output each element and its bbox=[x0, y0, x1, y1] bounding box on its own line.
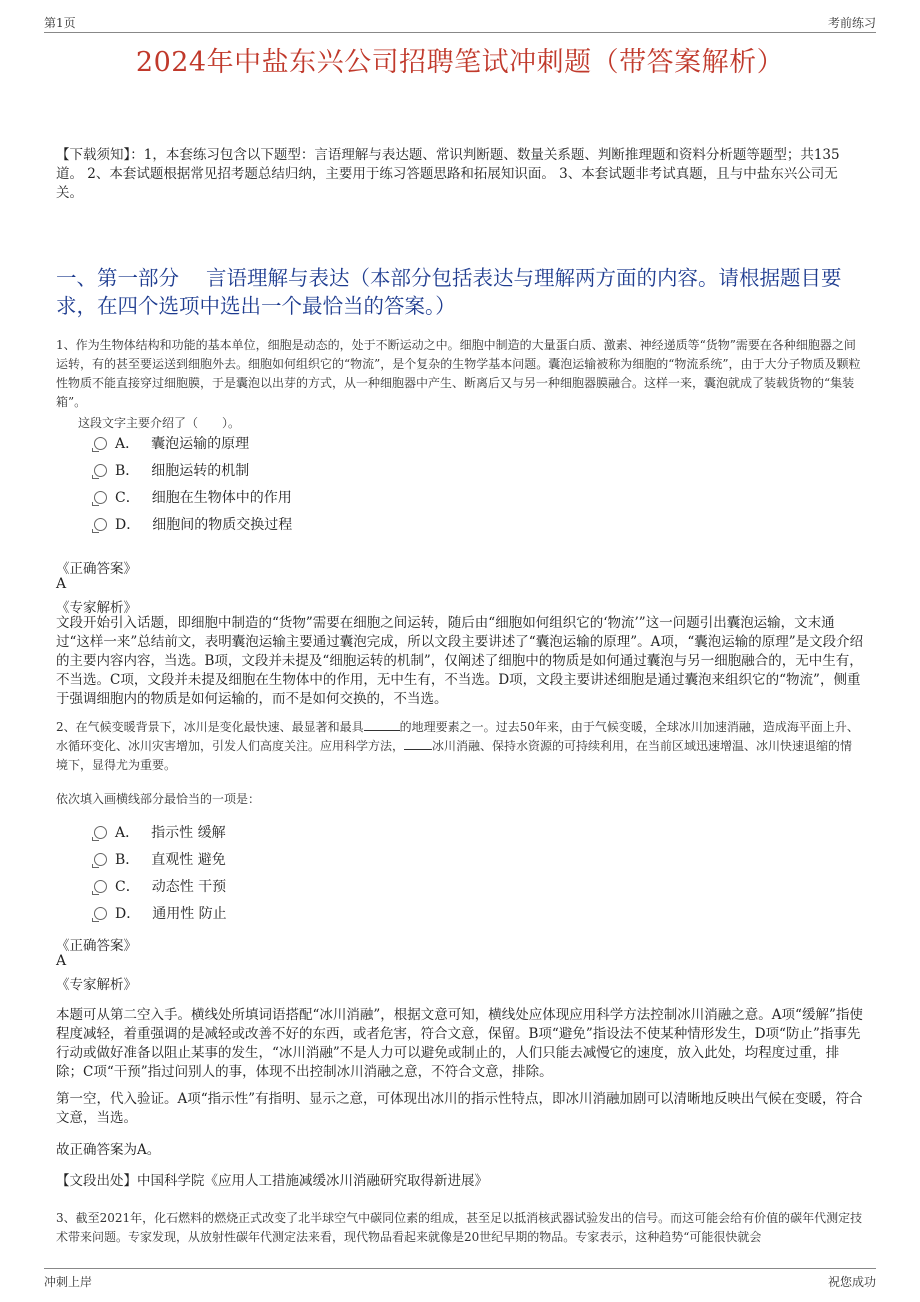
radio-icon[interactable] bbox=[94, 437, 107, 450]
analysis-text: 本题可从第二空入手。横线处所填词语搭配“冰川消融”，根据文意可知，横线处应体现应用科学方法控制冰川消融之意。A项“缓解”指使程度减轻，着重强调的是减轻或改善不好的东西，或者危害，符合文意，保留。B项“避免”指设法不使某种情形发生，D项“防止”指事先行动或做好准备以阻止某事的发生，“冰川消融”不是人力可以避免或制止的，人们只能去减慢它的速度，放入此处，均程度过重，排除；C项“干预”指过问别人的事，体现不出控制冰川消融之意，不符合文意，排除。 bbox=[56, 1007, 863, 1080]
question-3-text: 3、截至2021年，化石燃料的燃烧正式改变了北半球空气中碳同位素的组成，甚至足以抵消核武器试验发出的信号。而这可能会给有价值的碳年代测定技术带来问题。专家发现，从放射性碳年代测定法来看，现代物品看起来就像是20世纪早期的物品。专家表示，这种趋势“可能很快就会 bbox=[56, 1211, 863, 1244]
answer-label: 《正确答案》 bbox=[56, 561, 137, 577]
radio-icon[interactable] bbox=[94, 491, 107, 504]
section-heading: 一、第一部分 言语理解与表达（本部分包括表达与理解两方面的内容。请根据题目要求，在四个选项中选出一个最恰当的答案。） bbox=[56, 266, 842, 318]
analysis-text: 文段开始引入话题，即细胞中制造的“货物”需要在细胞之间运转，随后由“细胞如何组织它的‘物流’”这一问题引出囊泡运输，文末通过“这样一来”总结前文，表明囊泡运输主要通过囊泡完成，所以文段主要讲述了“囊泡运输的原理”。A项，“囊泡运输的原理”是文段介绍的主要内容内容，当选。B项，文段并未提及“细胞运转的机制”，仅阐述了细胞中的物质是如何通过囊泡与另一细胞融合的，无中生有，不当选。C项，文段并未提及细胞在生物体中的作用，无中生有，不当选。D项，文段主要讲述细胞是通过囊泡来组织它的“物流”，侧重于强调细胞内的物质是如何运输的，而不是如何交换的，不当选。 bbox=[56, 615, 864, 707]
conclusion-text: 故正确答案为A。 bbox=[56, 1142, 161, 1158]
question-1-stem: 这段文字主要介绍了（ ）。 bbox=[78, 416, 241, 430]
radio-icon[interactable] bbox=[94, 853, 107, 866]
q1-option-b[interactable]: B． 细胞运转的机制 bbox=[94, 461, 249, 481]
answer-value: A bbox=[56, 576, 67, 592]
download-notice: 【下载须知】：1，本套练习包含以下题型：言语理解与表达题、常识判断题、数量关系题、判断推理题和资料分析题等题型；共135道。 2、本套试题根据常见招考题总结归纳，主要用于练习答题思路和拓展知识面。 3、本套试题非考试真题，且与中盐东兴公司无关。 bbox=[56, 147, 840, 201]
answer-label: 《正确答案》 bbox=[56, 938, 137, 954]
fill-blank-1 bbox=[364, 718, 400, 731]
page-header bbox=[44, 12, 876, 33]
document-title: 2024年中盐东兴公司招聘笔试冲刺题（带答案解析） bbox=[135, 47, 785, 78]
question-2-text: 2、在气候变暖背景下，冰川是变化最快速、最显著和最具 的地理要素之一。过去50年来，由于气候变暖，全球冰川加速消融，造成海平面上升、水循环变化、冰川灾害增加，引发人们高度关注。应用科学方法， 冰川消融、保持水资源的可持续利用，在当前区域迅速增温、冰川快速退缩的情境下，显得尤为重要。 bbox=[56, 720, 859, 772]
header-label: 考前练习 bbox=[827, 16, 876, 30]
source-note: 【文段出处】中国科学院《应用人工措施减缓冰川消融研究取得新进展》 bbox=[56, 1173, 488, 1189]
analysis-text-2: 第一空，代入验证。A项“指示性”有指明、显示之意，可体现出冰川的指示性特点，即冰川消融加剧可以清晰地反映出气候在变暖，符合文意，当选。 bbox=[56, 1091, 863, 1126]
footer-right: 祝您成功 bbox=[827, 1275, 876, 1289]
radio-icon[interactable] bbox=[94, 464, 107, 477]
q2-option-b[interactable]: B． 直观性 避免 bbox=[94, 850, 226, 870]
radio-icon[interactable] bbox=[94, 518, 107, 531]
q1-option-a[interactable]: A． 囊泡运输的原理 bbox=[94, 434, 249, 454]
question-2-stem: 依次填入画横线部分最恰当的一项是： bbox=[56, 792, 261, 806]
q2-option-c[interactable]: C． 动态性 干预 bbox=[94, 877, 226, 897]
q1-option-c[interactable]: C． 细胞在生物体中的作用 bbox=[94, 488, 292, 508]
question-1-text: 1、作为生物体结构和功能的基本单位，细胞是动态的，处于不断运动之中。细胞中制造的大量蛋白质、激素、神经递质等“货物”需要在各种细胞器之间运转，有的甚至要运送到细胞外去。细胞如何组织它的“物流”，是个复杂的生物学基本问题。囊泡运输被称为细胞的“物流系统”，由于大分子物质及颗粒性物质不能直接穿过细胞膜，于是囊泡以出芽的方式，从一种细胞器中产生、断离后又与另一种细胞器膜融合。这样一来，囊泡就成了装载货物的“集装箱”。 bbox=[56, 338, 861, 409]
analysis-label: 《专家解析》 bbox=[56, 600, 137, 616]
page-number: 第1页 bbox=[44, 16, 76, 30]
radio-icon[interactable] bbox=[94, 907, 107, 920]
analysis-label: 《专家解析》 bbox=[56, 977, 137, 993]
radio-icon[interactable] bbox=[94, 880, 107, 893]
page-footer bbox=[44, 1268, 876, 1289]
footer-left: 冲刺上岸 bbox=[44, 1275, 93, 1289]
fill-blank-2 bbox=[404, 737, 432, 750]
q1-option-d[interactable]: D． 细胞间的物质交换过程 bbox=[94, 515, 292, 535]
q2-option-a[interactable]: A． 指示性 缓解 bbox=[94, 823, 226, 843]
radio-icon[interactable] bbox=[94, 826, 107, 839]
q2-option-d[interactable]: D． 通用性 防止 bbox=[94, 904, 227, 924]
answer-value: A bbox=[56, 953, 67, 969]
